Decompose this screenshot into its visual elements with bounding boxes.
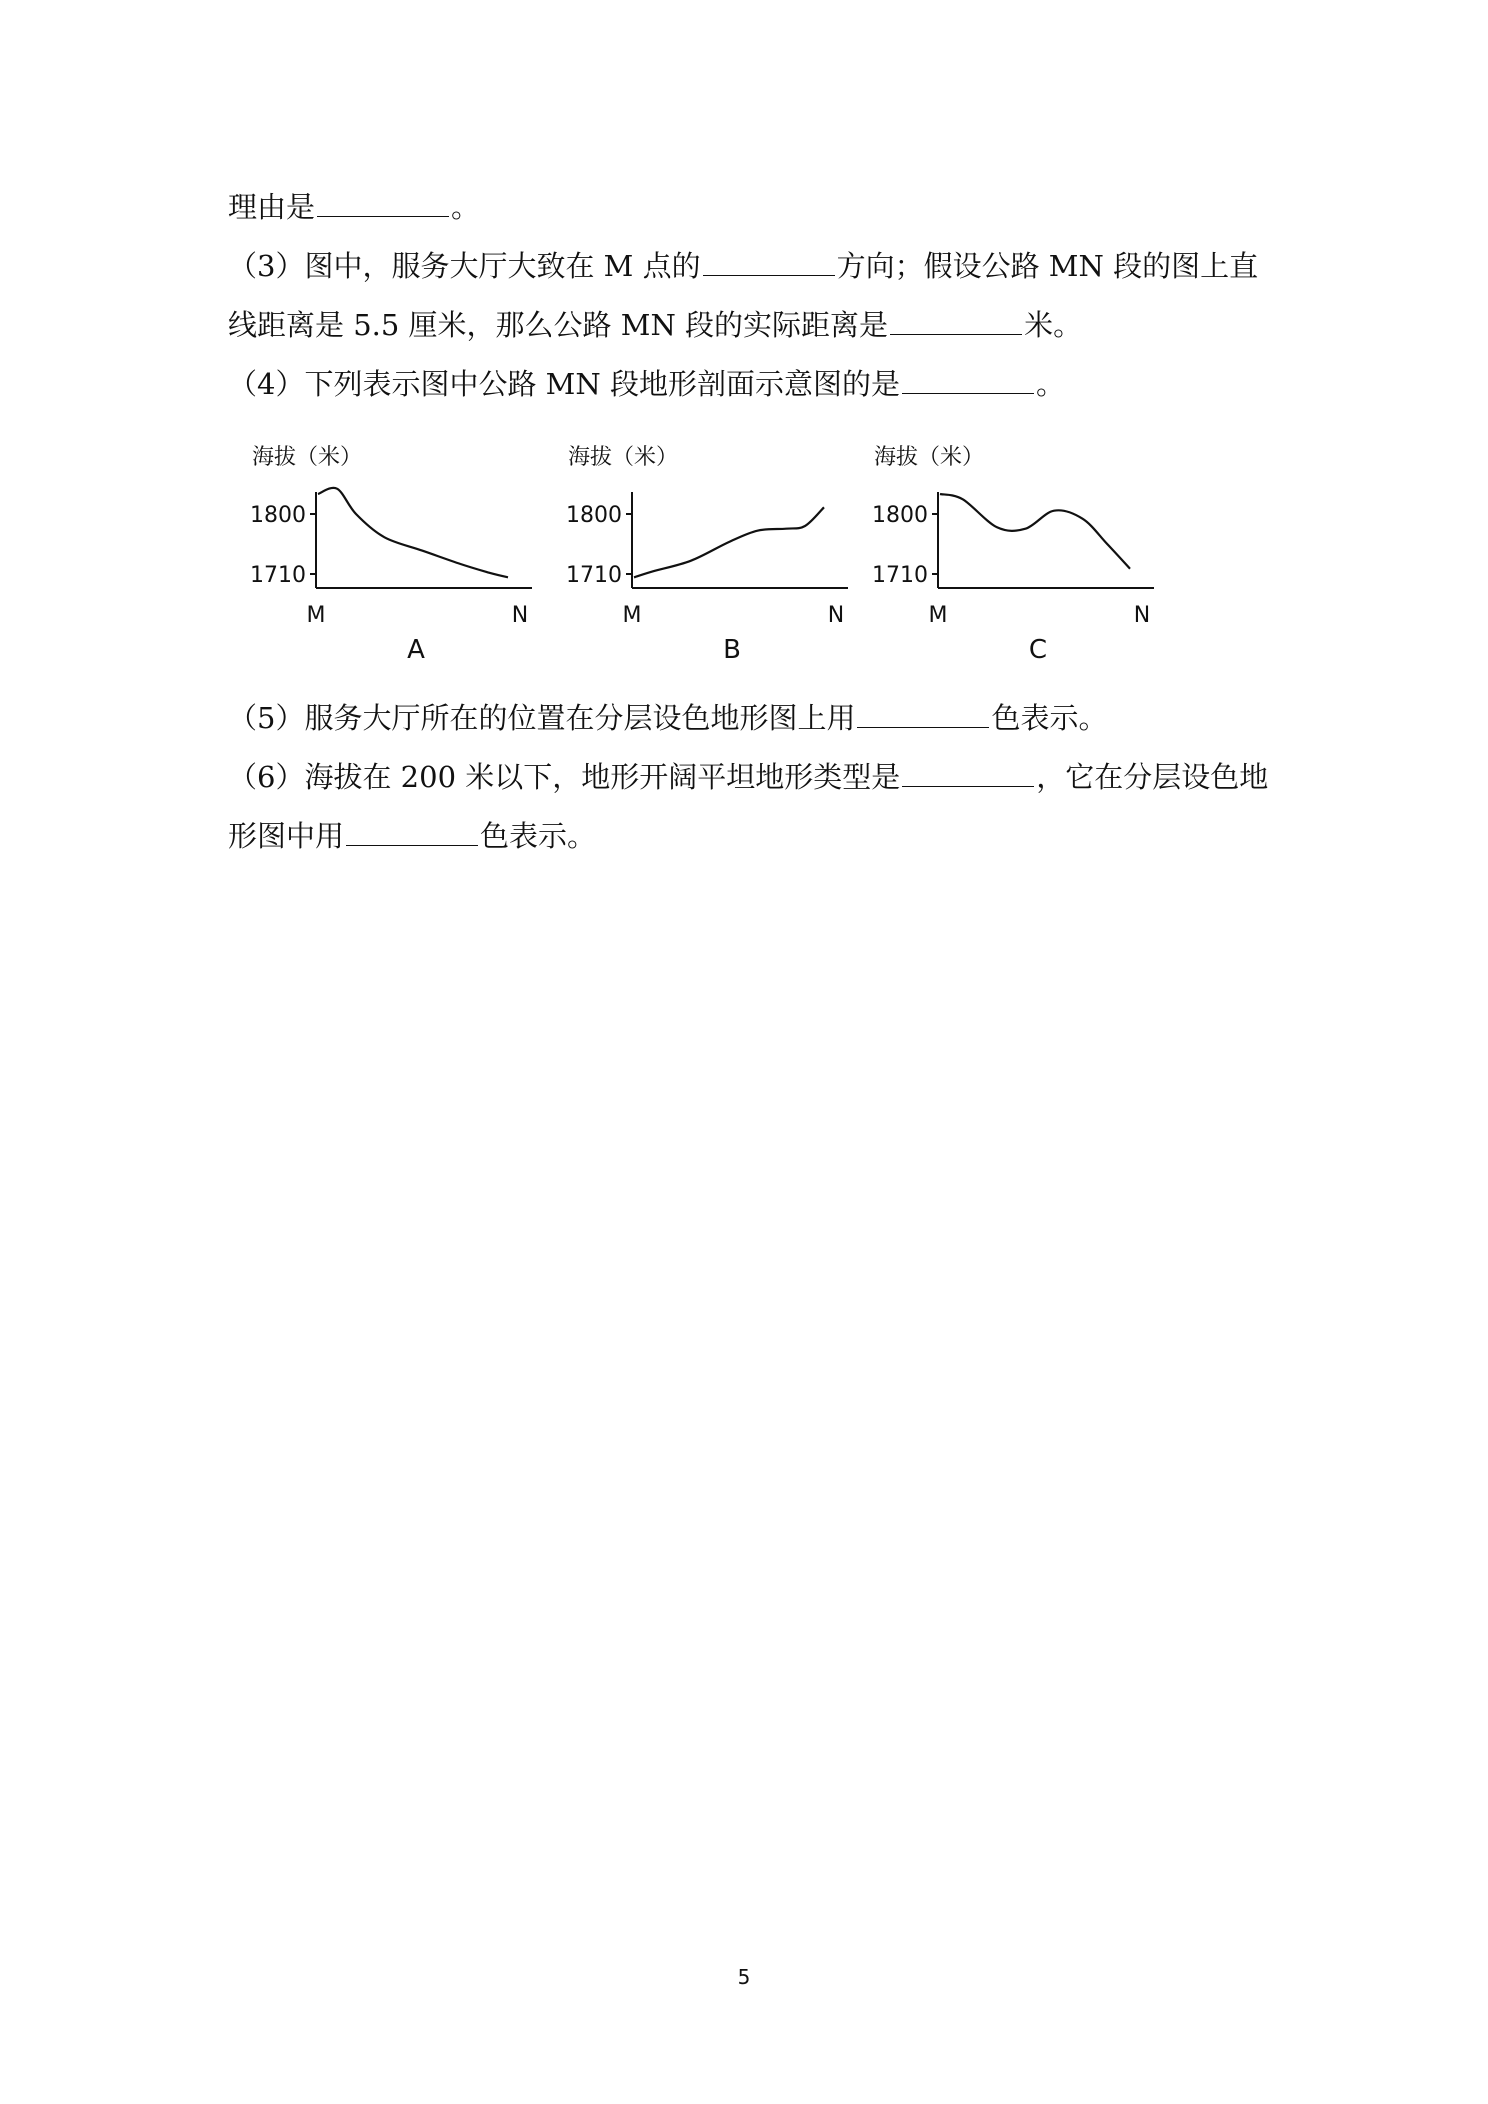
- text-line-1: [228, 187, 480, 227]
- text-segment: 。: [1035, 367, 1065, 401]
- chart-x-tick-label: M: [928, 603, 948, 628]
- text-segment: 色表示。: [991, 701, 1108, 735]
- chart-y-tick-label: 1710: [566, 563, 622, 588]
- chart-y-tick-label: 1800: [872, 503, 928, 528]
- answer-blank[interactable]: [902, 758, 1034, 787]
- chart-x-tick-label: N: [511, 603, 529, 628]
- chart-x-tick-label: N: [1133, 603, 1151, 628]
- text-segment: （3）图中，服务大厅大致在 M 点的: [228, 249, 701, 283]
- answer-blank[interactable]: [857, 699, 989, 728]
- chart-y-tick-label: 1800: [250, 503, 306, 528]
- text-segment: 形图中用: [228, 819, 345, 853]
- profile-charts-svg: [240, 440, 1180, 670]
- text-segment: （5）服务大厅所在的位置在分层设色地形图上用: [228, 701, 856, 735]
- profile-charts: [240, 440, 1180, 670]
- chart-ylabel: 海拔（米）: [874, 445, 985, 470]
- chart-y-tick-label: 1710: [250, 563, 306, 588]
- text-segment: ，它在分层设色地: [1036, 760, 1269, 794]
- chart-title: C: [1028, 635, 1048, 665]
- text-segment: 色表示。: [480, 819, 597, 853]
- text-line-4: [228, 364, 1065, 404]
- chart-x-tick-label: M: [306, 603, 326, 628]
- text-segment: 。: [451, 190, 481, 224]
- text-segment: 米。: [1024, 308, 1083, 342]
- text-line-7: [228, 816, 596, 856]
- answer-blank[interactable]: [346, 817, 478, 846]
- text-segment: 线距离是 5.5 厘米，那么公路 MN 段的实际距离是: [228, 308, 889, 342]
- chart-profile-line: [318, 488, 508, 577]
- text-segment: 方向；假设公路 MN 段的图上直: [836, 249, 1259, 283]
- chart-y-tick-label: 1710: [872, 563, 928, 588]
- answer-blank[interactable]: [317, 188, 449, 217]
- page-number: 5: [737, 1965, 751, 1989]
- answer-blank[interactable]: [703, 247, 835, 276]
- answer-blank[interactable]: [902, 365, 1034, 394]
- text-line-2: [228, 246, 1258, 286]
- chart-title: B: [723, 635, 741, 665]
- answer-blank[interactable]: [890, 306, 1022, 335]
- text-line-3: [228, 305, 1082, 345]
- chart-x-tick-label: M: [622, 603, 642, 628]
- chart-profile-line: [634, 507, 824, 577]
- chart-x-tick-label: N: [827, 603, 845, 628]
- text-segment: （6）海拔在 200 米以下，地形开阔平坦地形类型是: [228, 760, 901, 794]
- chart-y-tick-label: 1800: [566, 503, 622, 528]
- text-line-6: [228, 757, 1268, 797]
- chart-profile-line: [940, 494, 1130, 569]
- chart-ylabel: 海拔（米）: [252, 445, 363, 470]
- text-segment: 理由是: [228, 190, 316, 224]
- text-segment: （4）下列表示图中公路 MN 段地形剖面示意图的是: [228, 367, 900, 401]
- chart-title: A: [407, 635, 425, 665]
- text-line-5: [228, 698, 1107, 738]
- chart-ylabel: 海拔（米）: [568, 445, 679, 470]
